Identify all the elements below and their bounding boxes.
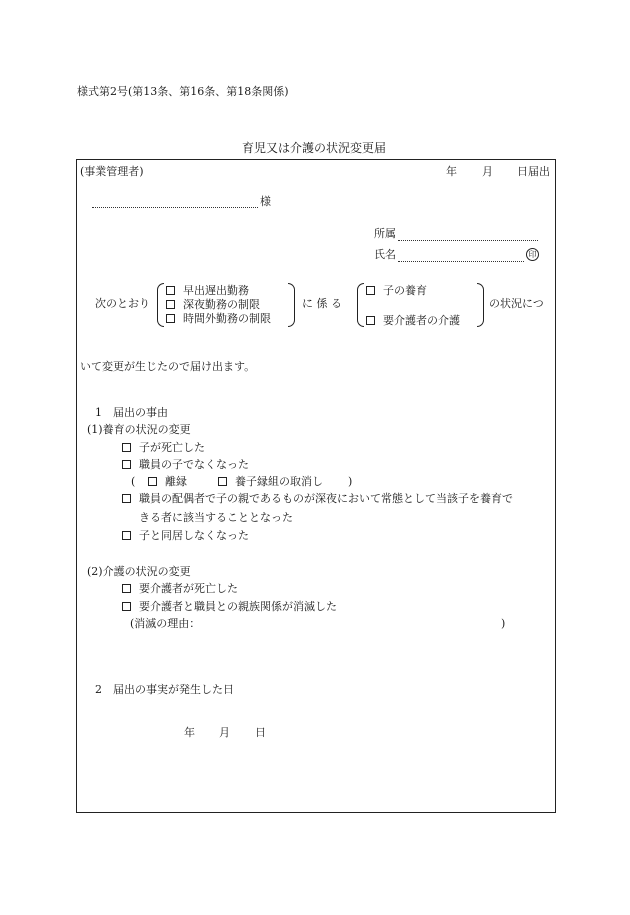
item-spouse-line1[interactable]: 職員の配偶者で子の親であるものが深夜において常態として当該子を養育で [122,493,513,504]
sub2-heading: (2)介護の状況の変更 [87,565,191,578]
checkbox-icon[interactable] [166,286,175,295]
care-options-open-bracket [357,283,364,327]
checkbox-icon[interactable] [122,460,131,469]
name-label: 氏名 [374,248,396,261]
manager-label: (事業管理者) [80,165,144,178]
care-option-nursing[interactable]: 要介護者の介護 [366,315,460,326]
sub1-heading: (1)養育の状況の変更 [87,423,191,436]
care-option-child[interactable]: 子の養育 [366,285,427,296]
checkbox-icon[interactable] [366,316,375,325]
affiliation-label: 所属 [374,227,396,240]
work-options-open-bracket [157,283,164,327]
care-options-close-bracket [477,283,484,327]
form-title: 育児又は介護の状況変更届 [242,141,387,155]
seal-mark [526,248,539,261]
nested-open-paren: ( [131,475,136,488]
occurrence-day-label: 日 [255,726,266,739]
affiliation-field[interactable] [398,240,538,241]
work-option-overtime-limit[interactable]: 時間外勤務の制限 [166,313,271,324]
checkbox-icon[interactable] [148,477,157,486]
intro-prefix: 次のとおり [95,297,150,310]
item-care-recipient-died[interactable]: 要介護者が死亡した [122,583,238,594]
addressee-suffix: 様 [260,195,271,208]
addressee-field[interactable] [92,207,258,208]
occurrence-year-label: 年 [184,726,195,739]
checkbox-icon[interactable] [166,314,175,323]
checkbox-icon[interactable] [122,494,131,503]
reason-close-paren: ) [501,617,506,630]
occurrence-month-label: 月 [219,726,230,739]
name-field[interactable] [398,261,524,262]
item-not-cohabiting[interactable]: 子と同居しなくなった [122,530,249,541]
reason-label: (消滅の理由： [130,617,201,630]
nested-option-divorce[interactable]: 離縁 [148,476,187,487]
checkbox-icon[interactable] [166,300,175,309]
form-reference: 様式第2号(第13条、第16条、第18条関係) [77,85,289,98]
work-option-night-limit[interactable]: 深夜勤務の制限 [166,299,260,310]
date-day-submit-label: 日届出 [517,165,550,178]
section1-heading: 1 届出の事由 [95,406,168,419]
checkbox-icon[interactable] [122,584,131,593]
relating-text: に 係 る [302,297,342,310]
item-child-died[interactable]: 子が死亡した [122,442,205,453]
seal-icon: 印 [526,248,539,261]
section2-heading: 2 届出の事実が発生した日 [95,683,234,696]
checkbox-icon[interactable] [218,477,227,486]
item-no-longer-child[interactable]: 職員の子でなくなった [122,459,249,470]
work-option-early-late[interactable]: 早出遅出勤務 [166,285,249,296]
work-options-close-bracket [288,283,295,327]
checkbox-icon[interactable] [122,602,131,611]
reason-field[interactable] [210,616,495,630]
item-kinship-ended[interactable]: 要介護者と職員との親族関係が消滅した [122,601,337,612]
item-spouse-line2: きる者に該当することとなった [139,511,293,524]
checkbox-icon[interactable] [122,531,131,540]
checkbox-icon[interactable] [366,286,375,295]
checkbox-icon[interactable] [122,443,131,452]
intro-suffix: の状況につ [489,297,544,310]
nested-close-paren: ) [348,475,353,488]
nested-option-adoption-cancel[interactable]: 養子縁組の取消し [218,476,323,487]
date-year-label: 年 [446,165,457,178]
date-month-label: 月 [482,165,493,178]
intro-continued: いて変更が生じたので届け出ます。 [80,360,256,373]
